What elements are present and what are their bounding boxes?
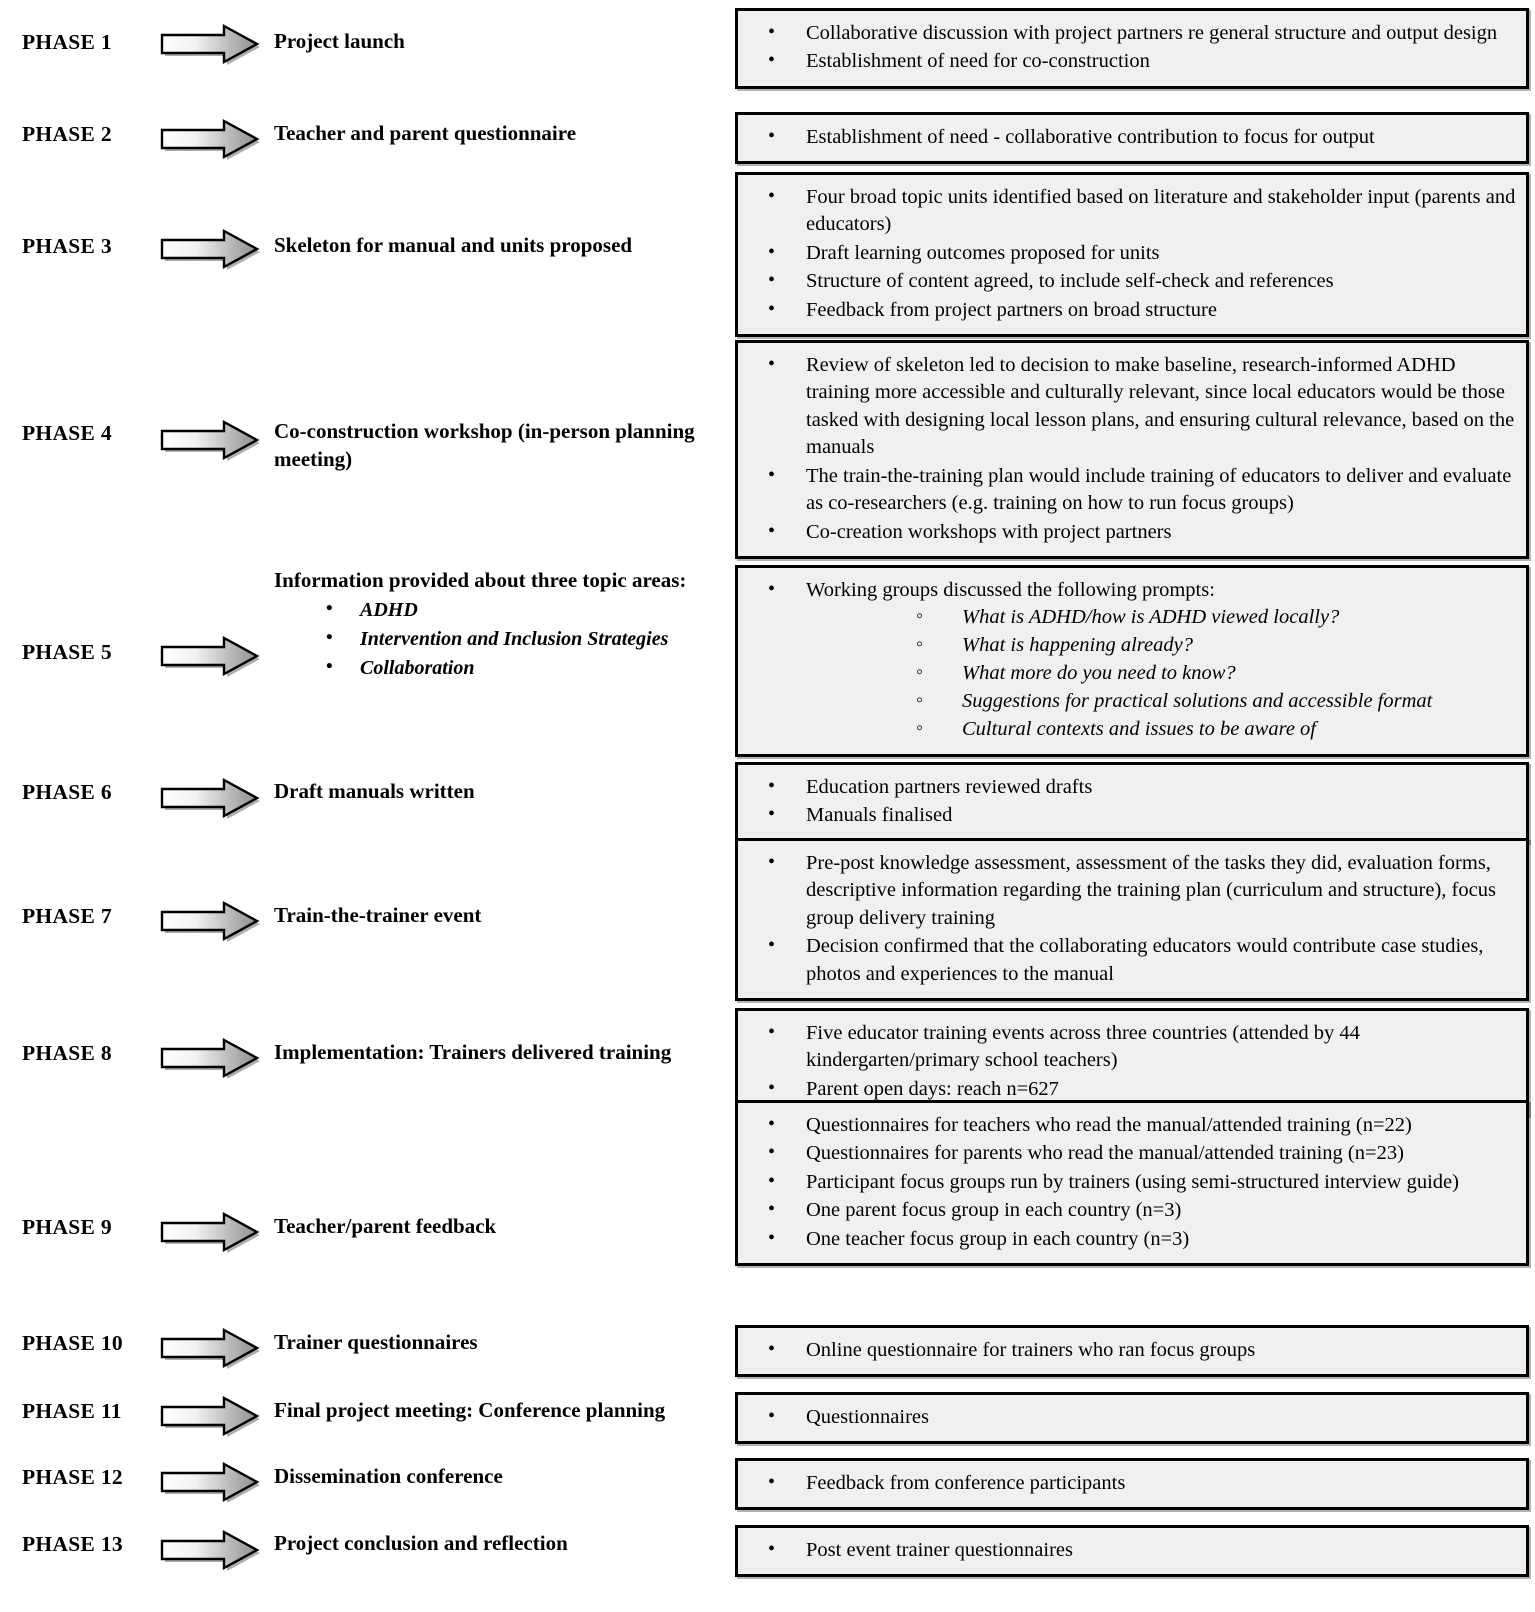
detail-subitem: ◦ What more do you need to know? bbox=[916, 660, 1516, 688]
detail-item-text: Establishment of need for co-construction bbox=[806, 50, 1150, 73]
step-title-sublist bbox=[274, 597, 714, 682]
step-title bbox=[274, 1213, 714, 1241]
detail-item-text: Post event trainer questionnaires bbox=[806, 1539, 1074, 1561]
detail-item bbox=[752, 850, 1516, 932]
detail-box bbox=[735, 1100, 1529, 1266]
detail-box bbox=[735, 762, 1529, 843]
right-block-arrow-icon bbox=[158, 1528, 262, 1572]
step-title bbox=[274, 902, 714, 930]
detail-item-text: Participant focus groups run by trainers (using semi-structured interview guide) bbox=[806, 1170, 1459, 1193]
detail-item-text: Education partners reviewed drafts bbox=[806, 776, 1093, 798]
detail-item-text: Establishment of need - collaborative contribution to focus for output bbox=[806, 126, 1375, 148]
detail-item-text: Pre-post knowledge assessment, assessment of the tasks they did, evaluation forms, descriptive information regarding the training plan (curriculum and structure), focus group delivery training bbox=[806, 852, 1496, 929]
detail-sublist bbox=[806, 604, 1516, 743]
phase-label: PHASE 10 bbox=[22, 1331, 123, 1355]
step-title-text: Final project meeting: Conference planning bbox=[274, 1398, 666, 1422]
detail-box bbox=[735, 1458, 1529, 1510]
detail-item bbox=[752, 240, 1516, 267]
phase-label: PHASE 2 bbox=[22, 122, 112, 146]
phase-label: PHASE 9 bbox=[22, 1215, 112, 1239]
detail-list bbox=[738, 343, 1526, 556]
step-title-text: Co-construction workshop (in-person planning meeting) bbox=[274, 419, 695, 471]
detail-item-text: The train-the-training plan would include training of educators to deliver and evaluate as co-researchers (e.g. training on how to run focus groups) bbox=[806, 464, 1512, 515]
detail-box bbox=[735, 172, 1529, 337]
detail-item-text: Four broad topic units identified based on literature and stakeholder input (parents and educators) bbox=[806, 186, 1516, 236]
step-title-text: Project conclusion and reflection bbox=[274, 1531, 568, 1555]
detail-box bbox=[735, 340, 1529, 559]
detail-subitem: ◦ Cultural contexts and issues to be aware of bbox=[916, 716, 1516, 744]
step-title-text: Dissemination conference bbox=[274, 1464, 503, 1488]
right-block-arrow-icon bbox=[158, 227, 262, 271]
step-title bbox=[274, 1039, 714, 1067]
detail-item bbox=[752, 48, 1516, 75]
phase-label: PHASE 13 bbox=[22, 1532, 123, 1556]
detail-list bbox=[738, 1395, 1526, 1441]
step-title-subitem: • Intervention and Inclusion Strategies bbox=[326, 626, 714, 653]
detail-item bbox=[752, 577, 1516, 744]
phase-label: PHASE 7 bbox=[22, 904, 112, 928]
step-title-text: Trainer questionnaires bbox=[274, 1330, 478, 1354]
detail-item-text: Decision confirmed that the collaborating educators would contribute case studies, photos and experiences to the manual bbox=[806, 935, 1484, 985]
detail-list bbox=[738, 1103, 1526, 1263]
detail-item bbox=[752, 352, 1516, 462]
right-block-arrow-icon bbox=[158, 776, 262, 820]
detail-item bbox=[752, 519, 1516, 546]
detail-list bbox=[738, 841, 1526, 998]
detail-list bbox=[738, 1528, 1526, 1574]
right-block-arrow-icon bbox=[158, 1460, 262, 1504]
step-title-subitem: • Collaboration bbox=[326, 655, 714, 682]
detail-item bbox=[752, 1112, 1516, 1139]
detail-list bbox=[738, 175, 1526, 334]
phase-label: PHASE 1 bbox=[22, 30, 112, 54]
step-title bbox=[274, 28, 714, 56]
detail-item bbox=[752, 1337, 1516, 1364]
detail-item-text: Co-creation workshops with project partners bbox=[806, 520, 1172, 543]
step-title-text: Teacher and parent questionnaire bbox=[274, 121, 577, 145]
detail-item bbox=[752, 268, 1516, 295]
detail-box bbox=[735, 112, 1529, 164]
right-block-arrow-icon bbox=[158, 1326, 262, 1370]
right-block-arrow-icon bbox=[158, 1210, 262, 1254]
detail-box bbox=[735, 1525, 1529, 1577]
phase-label: PHASE 12 bbox=[22, 1465, 123, 1489]
step-title bbox=[274, 1397, 714, 1425]
right-block-arrow-icon bbox=[158, 418, 262, 462]
step-title-text: Teacher/parent feedback bbox=[274, 1214, 497, 1238]
step-title bbox=[274, 1329, 714, 1357]
detail-item-text: Review of skeleton led to decision to make baseline, research-informed ADHD training more accessible and culturally relevant, since local educators would be those tasked with designing local lesson plans, and ensuring cultural relevance, based on the manuals bbox=[806, 354, 1515, 459]
right-block-arrow-icon bbox=[158, 117, 262, 161]
detail-subitem: ◦ What is ADHD/how is ADHD viewed locally? bbox=[916, 604, 1516, 632]
step-title-text: Draft manuals written bbox=[274, 779, 475, 803]
detail-subitem: ◦ Suggestions for practical solutions and accessible format bbox=[916, 688, 1516, 716]
detail-item-text: Five educator training events across three countries (attended by 44 kindergarten/primary school teachers) bbox=[806, 1022, 1360, 1072]
detail-box bbox=[735, 8, 1529, 89]
detail-item bbox=[752, 1226, 1516, 1253]
detail-list bbox=[738, 1461, 1526, 1507]
detail-item-text: Parent open days: reach n=627 bbox=[806, 1077, 1059, 1100]
detail-item bbox=[752, 933, 1516, 988]
detail-item bbox=[752, 20, 1516, 47]
detail-list bbox=[738, 115, 1526, 161]
detail-item bbox=[752, 1404, 1516, 1431]
phase-label: PHASE 11 bbox=[22, 1399, 122, 1423]
detail-item-text: One parent focus group in each country (n=3) bbox=[806, 1199, 1182, 1222]
detail-item bbox=[752, 1537, 1516, 1564]
right-block-arrow-icon bbox=[158, 1036, 262, 1080]
detail-item-text: Questionnaires for parents who read the manual/attended training (n=23) bbox=[806, 1142, 1404, 1165]
step-title-text: Skeleton for manual and units proposed bbox=[274, 233, 633, 257]
phase-label: PHASE 5 bbox=[22, 640, 112, 664]
detail-item bbox=[752, 463, 1516, 518]
detail-item-text: Structure of content agreed, to include self-check and references bbox=[806, 270, 1334, 293]
detail-item-text: Working groups discussed the following prompts: bbox=[806, 579, 1215, 601]
detail-item bbox=[752, 297, 1516, 324]
detail-item bbox=[752, 1140, 1516, 1167]
detail-subitem: ◦ What is happening already? bbox=[916, 632, 1516, 660]
detail-box bbox=[735, 838, 1529, 1001]
detail-list bbox=[738, 1011, 1526, 1113]
detail-item bbox=[752, 1020, 1516, 1075]
detail-item-text: Manuals finalised bbox=[806, 804, 953, 827]
step-title-text: Implementation: Trainers delivered training bbox=[274, 1040, 672, 1064]
step-title bbox=[274, 120, 714, 148]
step-title-text: Train-the-trainer event bbox=[274, 903, 482, 927]
right-block-arrow-icon bbox=[158, 22, 262, 66]
detail-item bbox=[752, 1470, 1516, 1497]
detail-box bbox=[735, 1392, 1529, 1444]
detail-item bbox=[752, 1169, 1516, 1196]
step-title-text: Information provided about three topic areas: bbox=[274, 568, 687, 592]
detail-item bbox=[752, 184, 1516, 239]
detail-item-text: Questionnaires bbox=[806, 1406, 929, 1428]
step-title bbox=[274, 567, 714, 682]
step-title bbox=[274, 1463, 714, 1491]
detail-item bbox=[752, 1197, 1516, 1224]
detail-item bbox=[752, 124, 1516, 151]
phase-label: PHASE 8 bbox=[22, 1041, 112, 1065]
step-title-subitem: • ADHD bbox=[326, 597, 714, 624]
step-title bbox=[274, 232, 714, 260]
detail-list bbox=[738, 11, 1526, 86]
detail-box bbox=[735, 565, 1529, 757]
detail-list bbox=[738, 568, 1526, 754]
step-title bbox=[274, 778, 714, 806]
detail-item-text: One teacher focus group in each country (n=3) bbox=[806, 1227, 1190, 1250]
phase-label: PHASE 4 bbox=[22, 421, 112, 445]
step-title-text: Project launch bbox=[274, 29, 405, 53]
detail-item-text: Questionnaires for teachers who read the manual/attended training (n=22) bbox=[806, 1114, 1412, 1136]
detail-list bbox=[738, 765, 1526, 840]
detail-item-text: Online questionnaire for trainers who ran focus groups bbox=[806, 1339, 1256, 1361]
detail-item bbox=[752, 802, 1516, 829]
right-block-arrow-icon bbox=[158, 899, 262, 943]
detail-item-text: Feedback from conference participants bbox=[806, 1472, 1126, 1494]
detail-item-text: Feedback from project partners on broad structure bbox=[806, 298, 1217, 321]
phase-label: PHASE 3 bbox=[22, 234, 112, 258]
detail-item-text: Draft learning outcomes proposed for units bbox=[806, 241, 1160, 264]
detail-box bbox=[735, 1325, 1529, 1377]
phase-label: PHASE 6 bbox=[22, 780, 112, 804]
detail-item-text: Collaborative discussion with project partners re general structure and output design bbox=[806, 22, 1498, 44]
step-title bbox=[274, 1530, 714, 1558]
right-block-arrow-icon bbox=[158, 634, 262, 678]
detail-list bbox=[738, 1328, 1526, 1374]
step-title bbox=[274, 418, 714, 474]
right-block-arrow-icon bbox=[158, 1394, 262, 1438]
detail-item bbox=[752, 774, 1516, 801]
